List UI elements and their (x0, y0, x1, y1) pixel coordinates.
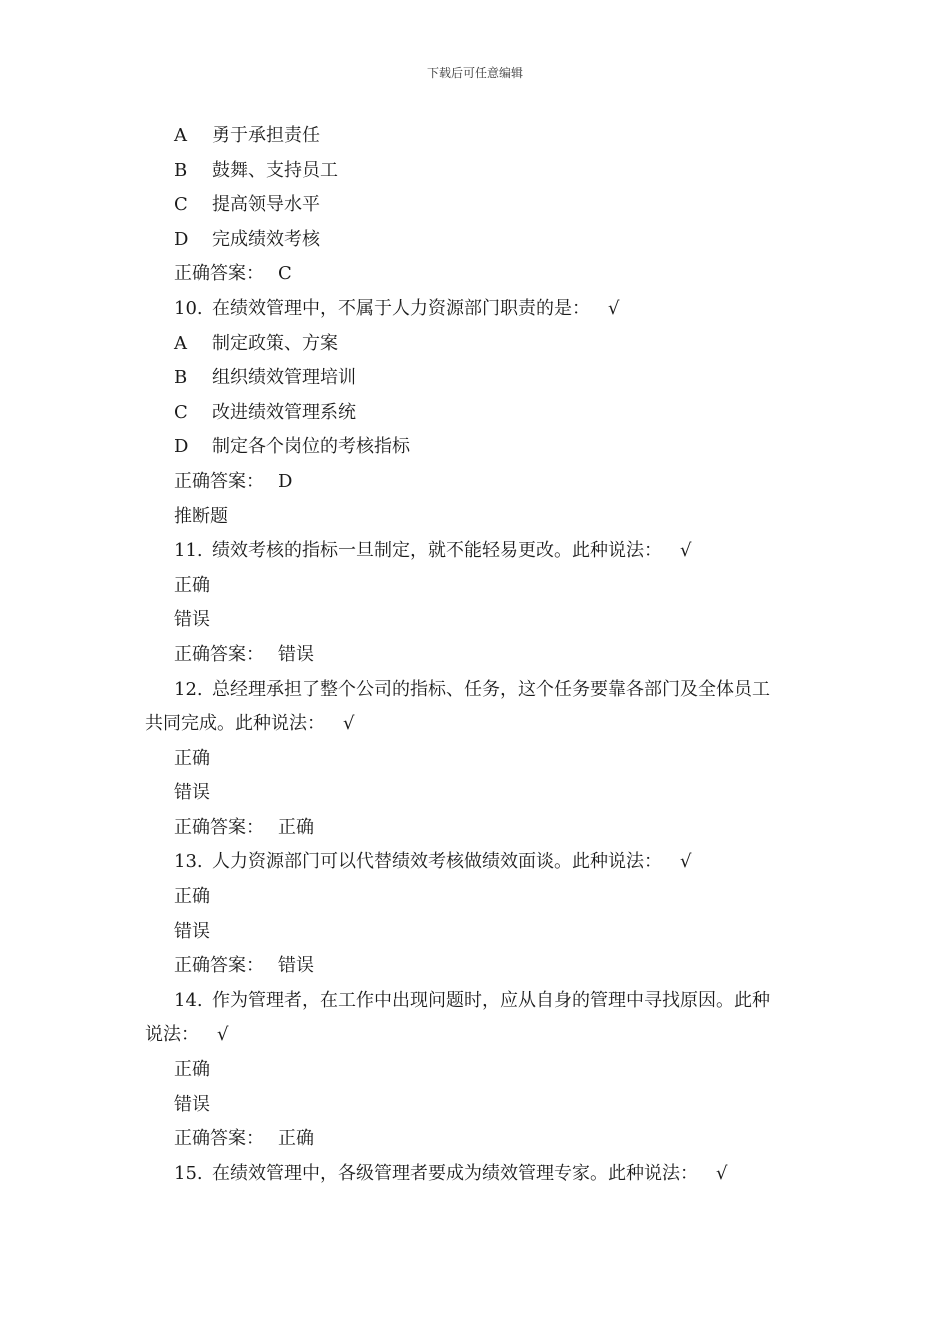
option-letter: A (174, 125, 187, 146)
answer-value: C (278, 263, 292, 285)
q9-option-c (145, 188, 815, 223)
question-number: 10. (174, 297, 203, 319)
question-text-continued: 共同完成。此种说法： (145, 713, 325, 735)
answer-value: D (278, 470, 293, 492)
option-letter: D (174, 228, 189, 250)
option-text: 改进绩效管理系统 (212, 401, 356, 423)
q9-option-d (145, 223, 815, 258)
answer-label: 正确答案： (174, 470, 264, 492)
answer-label: 正确答案： (174, 643, 264, 665)
q11-answer (145, 638, 815, 673)
q10-option-b (145, 361, 815, 396)
document-body (145, 119, 815, 1191)
question-text: 在绩效管理中，不属于人力资源部门职责的是： (212, 297, 590, 319)
q13-answer (145, 949, 815, 984)
q14-option-false: 错误 (174, 1093, 210, 1115)
q13-option-false: 错误 (174, 920, 210, 942)
q11-option-false: 错误 (174, 609, 210, 631)
option-letter: C (174, 401, 188, 423)
option-text: 制定各个岗位的考核指标 (212, 436, 410, 458)
option-letter: A (174, 332, 187, 354)
option-text: 组织绩效管理培训 (212, 367, 356, 389)
q14-question-line1 (145, 984, 815, 1019)
q14-question-line2 (145, 1018, 815, 1053)
option-text: 鼓舞、支持员工 (212, 159, 338, 181)
q13-question (145, 845, 815, 880)
question-text: 作为管理者，在工作中出现问题时，应从自身的管理中寻找原因。此种 (212, 989, 770, 1011)
answer-label: 正确答案： (174, 816, 264, 838)
answer-value: 正确 (278, 1128, 314, 1150)
q15-question (145, 1157, 815, 1192)
option-letter: D (174, 436, 189, 458)
q11-question (145, 534, 815, 569)
q12-question-line2 (145, 707, 815, 742)
answer-label: 正确答案： (174, 1128, 264, 1150)
option-text: 完成绩效考核 (212, 228, 320, 250)
option-text: 制定政策、方案 (212, 332, 338, 354)
check-mark: √ (716, 1162, 728, 1184)
answer-value: 错误 (278, 955, 314, 977)
check-mark: √ (217, 1024, 229, 1046)
option-letter: B (174, 159, 188, 181)
answer-label: 正确答案： (174, 955, 264, 977)
answer-value: 错误 (278, 643, 314, 665)
q12-option-false: 错误 (174, 782, 210, 804)
check-mark: √ (608, 297, 620, 319)
answer-label: 正确答案： (174, 263, 264, 285)
question-number: 14. (174, 989, 203, 1011)
q10-question (145, 292, 815, 327)
q10-answer (145, 465, 815, 500)
q10-option-d (145, 430, 815, 465)
question-text: 在绩效管理中，各级管理者要成为绩效管理专家。此种说法： (212, 1162, 698, 1184)
q10-option-a (145, 327, 815, 362)
q12-option-true: 正确 (174, 747, 210, 769)
q9-answer (145, 257, 815, 292)
q12-answer (145, 811, 815, 846)
q9-option-a (145, 119, 815, 154)
q13-option-true: 正确 (174, 886, 210, 908)
answer-value: 正确 (278, 816, 314, 838)
q10-option-c (145, 396, 815, 431)
check-mark: √ (680, 540, 692, 562)
page-header: 下载后可任意编辑 (426, 66, 523, 80)
option-text: 勇于承担责任 (212, 125, 320, 146)
question-text: 绩效考核的指标一旦制定，就不能轻易更改。此种说法： (212, 540, 662, 562)
question-text-continued: 说法： (145, 1024, 199, 1046)
question-text: 总经理承担了整个公司的指标、任务，这个任务要靠各部门及全体员工 (212, 678, 770, 700)
q12-question-line1 (145, 673, 815, 708)
option-letter: B (174, 367, 188, 389)
option-text: 提高领导水平 (212, 194, 320, 216)
check-mark: √ (680, 851, 692, 873)
section-title: 推断题 (174, 505, 228, 527)
question-text: 人力资源部门可以代替绩效考核做绩效面谈。此种说法： (212, 851, 662, 873)
question-number: 11. (174, 540, 203, 562)
q9-option-b (145, 154, 815, 189)
option-letter: C (174, 194, 188, 216)
q14-option-true: 正确 (174, 1059, 210, 1081)
check-mark: √ (343, 713, 355, 735)
q14-answer (145, 1122, 815, 1157)
q11-option-true: 正确 (174, 574, 210, 596)
question-number: 15. (174, 1162, 203, 1184)
question-number: 12. (174, 678, 203, 700)
question-number: 13. (174, 851, 203, 873)
